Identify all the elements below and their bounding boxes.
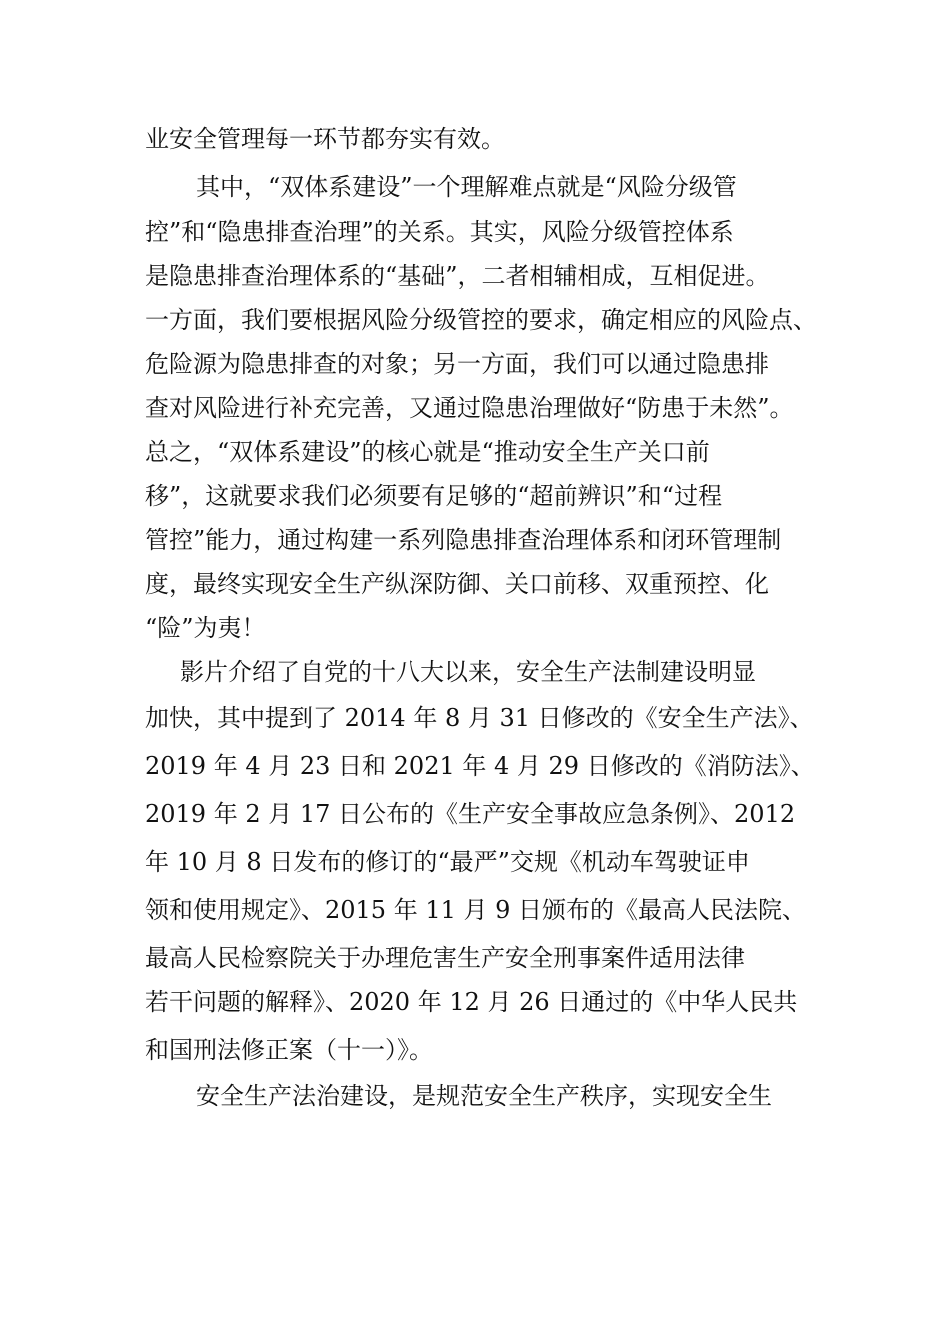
text-line: 度，最终实现安全生产纵深防御、关口前移、双重预控、化	[145, 570, 769, 598]
text-line: 是隐患排查治理体系的“基础”，二者相辅相成，互相促进。	[145, 262, 770, 290]
text-line: 2019 年 2 月 17 日公布的《生产安全事故应急条例》、2012	[145, 800, 796, 828]
text-line: 若干问题的解释》、2020 年 12 月 26 日通过的《中华人民共	[145, 988, 798, 1016]
text-line: 查对风险进行补充完善，又通过隐患治理做好“防患于未然”。	[145, 394, 794, 422]
text-line: 一方面，我们要根据风险分级管控的要求，确定相应的风险点、	[145, 306, 817, 334]
text-line: “险”为夷！	[145, 614, 266, 642]
text-line: 总之，“双体系建设”的核心就是“推动安全生产关口前	[145, 438, 710, 466]
text-line: 2019 年 4 月 23 日和 2021 年 4 月 29 日修改的《消防法》、	[145, 752, 815, 780]
text-line: 最高人民检察院关于办理危害生产安全刑事案件适用法律	[145, 944, 745, 972]
text-line: 管控”能力，通过构建一系列隐患排查治理体系和闭环管理制	[145, 526, 782, 554]
text-line: 和国刑法修正案（十一）》。	[145, 1036, 433, 1064]
text-line: 其中，“双体系建设”一个理解难点就是“风险分级管	[196, 173, 737, 201]
text-line: 影片介绍了自党的十八大以来，安全生产法制建设明显	[180, 658, 756, 686]
text-line: 移”，这就要求我们必须要有足够的“超前辨识”和“过程	[145, 482, 723, 510]
text-line: 加快，其中提到了 2014 年 8 月 31 日修改的《安全生产法》、	[145, 704, 814, 732]
text-line: 危险源为隐患排查的对象；另一方面，我们可以通过隐患排	[145, 350, 769, 378]
text-line: 控”和“隐患排查治理”的关系。其实，风险分级管控体系	[145, 218, 734, 246]
text-line: 业安全管理每一环节都夯实有效。	[145, 125, 505, 153]
text-line: 领和使用规定》、2015 年 11 月 9 日颁布的《最高人民法院、	[145, 896, 807, 924]
text-line: 安全生产法治建设，是规范安全生产秩序，实现安全生	[196, 1082, 772, 1110]
text-line: 年 10 月 8 日发布的修订的“最严”交规《机动车驾驶证申	[145, 848, 750, 876]
